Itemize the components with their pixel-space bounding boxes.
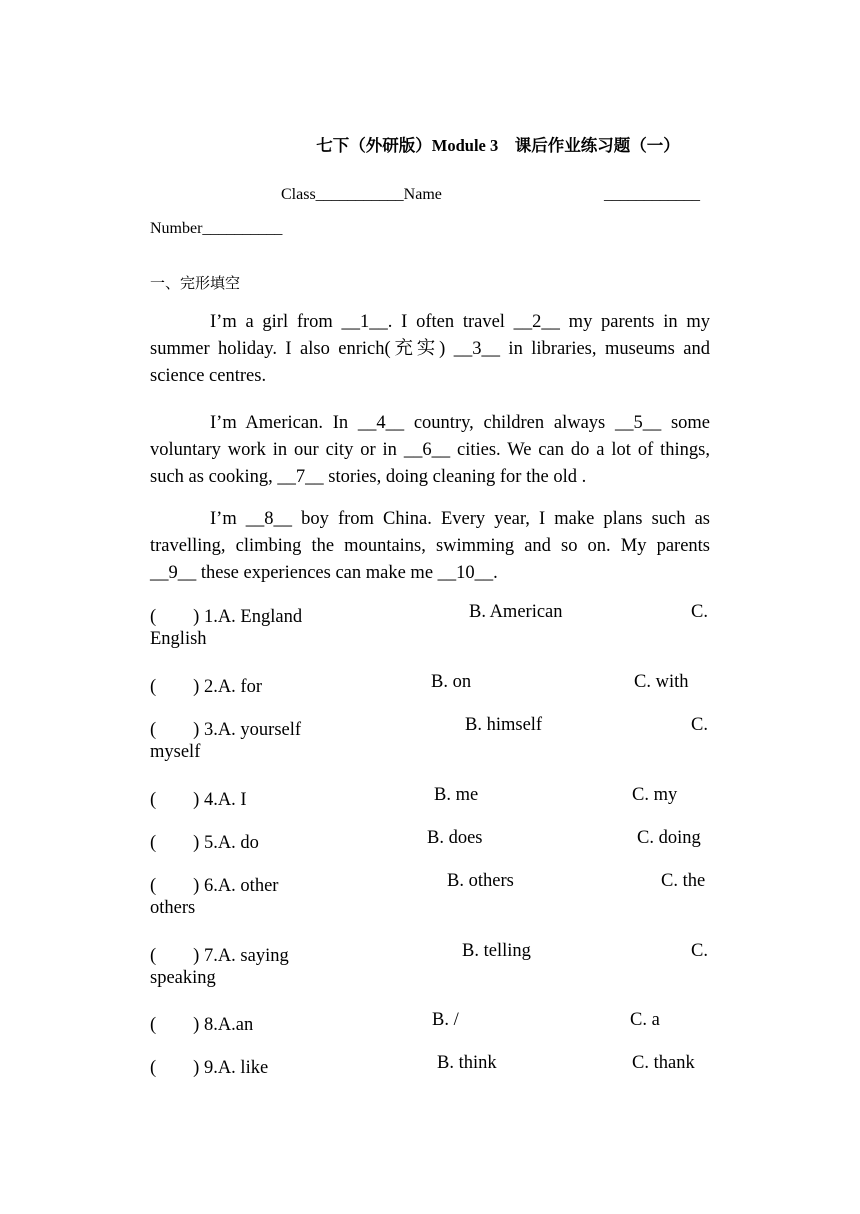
option-b: B. think [437,1053,497,1073]
option-b: B. American [469,602,563,622]
option-c-wrap: others [150,898,196,918]
option-c: C. doing [637,828,701,848]
option-b: B. on [431,672,472,692]
passage-paragraph: I’m American. In __4__ country, children always __5__ some voluntary work in our city or in __6__ cities. We can do a lot of things, such as cooking, __7__ stories, doing cleaning for the old . [150,413,710,487]
passage-paragraph: I’m __8__ boy from China. Every year, I make plans such as travelling, climbing the mountains, swimming and so on. My parents __9__ these experiences can make me __10__. [150,509,710,583]
option-b: B. others [447,871,514,891]
question-stem: ( ) 9.A. like [150,1058,269,1078]
class-name-field: Class___________Name [281,186,442,203]
page-title: 七下（外研版）Module 3 课后作业练习题（一） [316,136,680,155]
option-b: B. me [434,785,479,805]
name-blank: ____________ [604,186,700,203]
option-c-wrap: myself [150,742,201,762]
question-stem: ( ) 4.A. I [150,790,247,810]
option-c: C. [691,941,708,961]
option-c-wrap: English [150,629,207,649]
option-b: B. telling [462,941,531,961]
option-b: B. himself [465,715,543,735]
section-heading: 一、完形填空 [150,274,241,292]
option-c: C. [691,715,708,735]
option-b: B. / [432,1010,459,1030]
option-c: C. [691,602,708,622]
passage-paragraph: I’m a girl from __1__. I often travel __2__ my parents in my summer holiday. I also enrich(充实) __3__ in libraries, museums and science centres. [150,312,710,386]
option-c: C. a [630,1010,660,1030]
question-stem: ( ) 2.A. for [150,677,263,697]
number-field: Number__________ [150,220,283,237]
option-c-wrap: speaking [150,968,216,988]
question-stem: ( ) 8.A.an [150,1015,254,1035]
question-stem: ( ) 1.A. England [150,607,303,627]
question-stem: ( ) 6.A. other [150,876,279,896]
option-b: B. does [427,828,483,848]
option-c: C. my [632,785,678,805]
question-stem: ( ) 7.A. saying [150,946,289,966]
question-stem: ( ) 3.A. yourself [150,720,302,740]
question-stem: ( ) 5.A. do [150,833,259,853]
option-c: C. thank [632,1053,695,1073]
option-c: C. the [661,871,706,891]
option-c: C. with [634,672,689,692]
